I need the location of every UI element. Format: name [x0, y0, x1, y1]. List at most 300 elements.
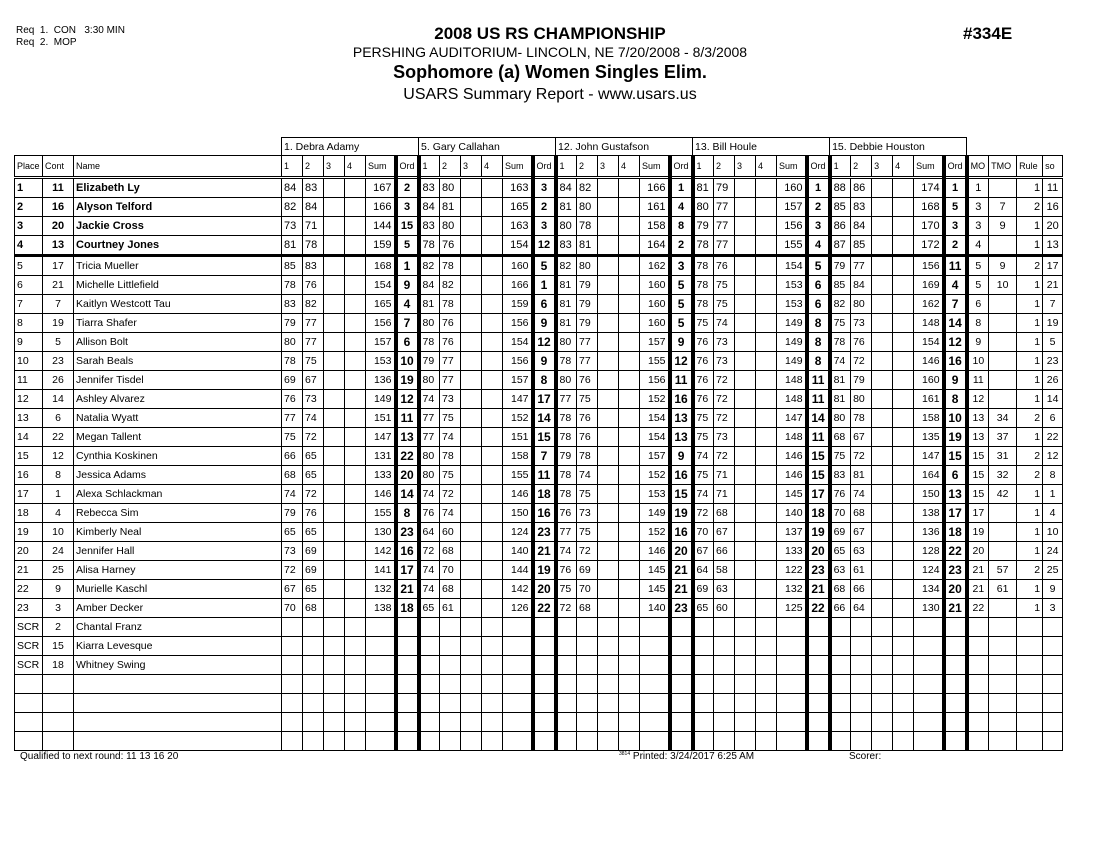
score-sum — [777, 618, 807, 637]
score-1: 74 — [693, 485, 714, 504]
ordinal: 6 — [807, 295, 830, 314]
score-1: 75 — [693, 466, 714, 485]
score-sum — [503, 618, 533, 637]
score-2: 79 — [577, 276, 598, 295]
ordinal — [533, 618, 556, 637]
mo-cell: 22 — [967, 599, 989, 618]
score-4 — [893, 675, 914, 694]
ordinal: 9 — [944, 371, 967, 390]
score-1: 79 — [693, 217, 714, 236]
header-judge-col: Ord — [944, 156, 967, 178]
mo-cell: 15 — [967, 466, 989, 485]
place-cell: 13 — [15, 409, 43, 428]
score-3 — [735, 333, 756, 352]
place-cell: 21 — [15, 561, 43, 580]
mo-cell — [967, 618, 989, 637]
rule-cell — [1017, 637, 1043, 656]
score-4 — [345, 542, 366, 561]
score-3 — [461, 618, 482, 637]
score-4 — [482, 580, 503, 599]
score-4 — [482, 390, 503, 409]
score-3 — [598, 352, 619, 371]
score-2: 73 — [577, 504, 598, 523]
score-3 — [324, 390, 345, 409]
cont-cell — [43, 675, 74, 694]
score-sum: 133 — [777, 542, 807, 561]
table-row — [15, 504, 1063, 523]
score-1: 70 — [830, 504, 851, 523]
score-1 — [556, 694, 577, 713]
score-3 — [461, 178, 482, 198]
score-sum: 154 — [640, 409, 670, 428]
ordinal: 20 — [944, 580, 967, 599]
score-3 — [598, 580, 619, 599]
ordinal: 19 — [807, 523, 830, 542]
score-3 — [324, 732, 345, 751]
cont-cell — [43, 694, 74, 713]
score-2: 68 — [714, 504, 735, 523]
score-sum: 160 — [777, 178, 807, 198]
score-2 — [577, 656, 598, 675]
score-sum: 163 — [503, 178, 533, 198]
score-2: 72 — [303, 485, 324, 504]
score-2: 72 — [577, 542, 598, 561]
score-2: 75 — [577, 523, 598, 542]
score-4 — [893, 333, 914, 352]
score-sum: 132 — [366, 580, 396, 599]
score-3 — [872, 428, 893, 447]
ordinal: 12 — [533, 236, 556, 256]
so-cell — [1043, 732, 1063, 751]
score-1: 80 — [419, 466, 440, 485]
score-sum — [366, 713, 396, 732]
score-2: 70 — [440, 561, 461, 580]
score-sum: 164 — [640, 236, 670, 256]
score-sum: 146 — [640, 542, 670, 561]
score-3 — [461, 561, 482, 580]
ordinal: 5 — [396, 236, 419, 256]
score-4 — [345, 371, 366, 390]
print-info — [619, 751, 754, 762]
score-2 — [303, 637, 324, 656]
score-4 — [619, 352, 640, 371]
score-sum: 152 — [640, 523, 670, 542]
score-3 — [324, 428, 345, 447]
score-sum: 138 — [366, 599, 396, 618]
score-2: 75 — [303, 352, 324, 371]
header-name: Name — [74, 156, 282, 178]
tmo-cell: 34 — [989, 409, 1017, 428]
cont-cell: 20 — [43, 217, 74, 236]
header-judge-col: 4 — [345, 156, 366, 178]
score-4 — [345, 390, 366, 409]
ordinal — [396, 618, 419, 637]
rule-cell: 1 — [1017, 428, 1043, 447]
ordinal: 11 — [807, 371, 830, 390]
rule-cell: 1 — [1017, 352, 1043, 371]
score-sum: 159 — [366, 236, 396, 256]
score-1: 84 — [282, 178, 303, 198]
score-sum — [777, 637, 807, 656]
ordinal: 14 — [944, 314, 967, 333]
report-subtitle: USARS Summary Report - www.usars.us — [403, 86, 697, 103]
score-2: 83 — [303, 178, 324, 198]
score-3 — [461, 428, 482, 447]
score-3 — [598, 618, 619, 637]
ordinal: 7 — [533, 447, 556, 466]
score-4 — [893, 694, 914, 713]
score-1: 65 — [830, 542, 851, 561]
score-2 — [851, 656, 872, 675]
cont-cell: 3 — [43, 599, 74, 618]
score-1: 74 — [830, 352, 851, 371]
place-cell: 17 — [15, 485, 43, 504]
score-3 — [872, 523, 893, 542]
score-4 — [345, 618, 366, 637]
score-2: 67 — [303, 371, 324, 390]
score-sum: 166 — [366, 198, 396, 217]
header-judge-col: 1 — [693, 156, 714, 178]
score-1 — [693, 656, 714, 675]
tmo-cell — [989, 295, 1017, 314]
score-2 — [440, 694, 461, 713]
score-2: 76 — [303, 504, 324, 523]
score-1: 76 — [693, 333, 714, 352]
header-judge-col: Sum — [503, 156, 533, 178]
score-3 — [324, 447, 345, 466]
score-4 — [482, 504, 503, 523]
score-1: 78 — [556, 428, 577, 447]
score-1: 78 — [282, 276, 303, 295]
score-2 — [851, 694, 872, 713]
score-1 — [693, 637, 714, 656]
judge-name: 15. Debbie Houston — [830, 138, 967, 156]
score-1 — [282, 675, 303, 694]
score-3 — [461, 352, 482, 371]
rule-cell: 1 — [1017, 217, 1043, 236]
score-3 — [324, 580, 345, 599]
score-4 — [893, 428, 914, 447]
score-3 — [735, 371, 756, 390]
score-4 — [345, 217, 366, 236]
score-3 — [461, 675, 482, 694]
score-1: 67 — [282, 580, 303, 599]
score-1: 78 — [693, 276, 714, 295]
score-1: 69 — [693, 580, 714, 599]
score-1: 78 — [556, 485, 577, 504]
ordinal: 22 — [944, 542, 967, 561]
score-4 — [893, 198, 914, 217]
score-sum: 130 — [366, 523, 396, 542]
score-4 — [756, 217, 777, 236]
score-3 — [324, 276, 345, 295]
score-4 — [756, 276, 777, 295]
score-1: 82 — [419, 256, 440, 276]
place-cell: 15 — [15, 447, 43, 466]
ordinal: 22 — [807, 599, 830, 618]
score-2: 72 — [303, 428, 324, 447]
place-cell: 18 — [15, 504, 43, 523]
score-3 — [324, 217, 345, 236]
score-4 — [345, 656, 366, 675]
place-cell: 1 — [15, 178, 43, 198]
ordinal: 3 — [807, 217, 830, 236]
score-2 — [577, 618, 598, 637]
ordinal: 22 — [396, 447, 419, 466]
score-4 — [619, 178, 640, 198]
so-cell: 6 — [1043, 409, 1063, 428]
score-1: 64 — [693, 561, 714, 580]
score-1: 76 — [556, 504, 577, 523]
score-1: 76 — [282, 390, 303, 409]
score-3 — [461, 276, 482, 295]
score-3 — [735, 314, 756, 333]
ordinal — [670, 656, 693, 675]
score-2: 70 — [577, 580, 598, 599]
cont-cell: 16 — [43, 198, 74, 217]
score-4 — [482, 217, 503, 236]
score-4 — [619, 675, 640, 694]
ordinal: 13 — [396, 428, 419, 447]
so-cell — [1043, 675, 1063, 694]
ordinal — [670, 732, 693, 751]
so-cell: 17 — [1043, 256, 1063, 276]
score-4 — [893, 485, 914, 504]
score-4 — [345, 561, 366, 580]
score-1: 78 — [419, 236, 440, 256]
score-2: 58 — [714, 561, 735, 580]
score-4 — [756, 236, 777, 256]
score-2 — [851, 618, 872, 637]
rule-cell: 1 — [1017, 485, 1043, 504]
ordinal: 3 — [396, 198, 419, 217]
score-3 — [598, 713, 619, 732]
score-4 — [756, 485, 777, 504]
score-3 — [324, 198, 345, 217]
score-4 — [893, 178, 914, 198]
score-3 — [461, 466, 482, 485]
rule-cell — [1017, 732, 1043, 751]
score-3 — [324, 295, 345, 314]
score-2: 84 — [303, 198, 324, 217]
score-4 — [345, 466, 366, 485]
score-sum: 140 — [640, 599, 670, 618]
score-sum: 148 — [777, 428, 807, 447]
score-2: 73 — [714, 352, 735, 371]
score-sum — [503, 713, 533, 732]
score-4 — [756, 428, 777, 447]
score-2: 75 — [714, 276, 735, 295]
event-name: Sophomore (a) Women Singles Elim. — [393, 62, 707, 82]
cont-cell: 8 — [43, 466, 74, 485]
competitor-name: Jennifer Tisdel — [74, 371, 282, 390]
score-1: 80 — [282, 333, 303, 352]
rule-cell: 2 — [1017, 256, 1043, 276]
ordinal: 10 — [396, 352, 419, 371]
cont-cell: 15 — [43, 637, 74, 656]
score-3 — [735, 409, 756, 428]
score-3 — [735, 561, 756, 580]
rule-cell: 1 — [1017, 276, 1043, 295]
score-3 — [324, 333, 345, 352]
ordinal: 23 — [670, 599, 693, 618]
score-1 — [830, 637, 851, 656]
score-sum — [366, 618, 396, 637]
score-3 — [461, 390, 482, 409]
score-3 — [598, 694, 619, 713]
score-4 — [482, 466, 503, 485]
score-2 — [303, 656, 324, 675]
score-1 — [556, 732, 577, 751]
score-sum: 158 — [640, 217, 670, 236]
score-1: 85 — [830, 276, 851, 295]
tmo-cell — [989, 656, 1017, 675]
mo-cell: 4 — [967, 236, 989, 256]
score-sum: 141 — [366, 561, 396, 580]
mo-cell: 10 — [967, 352, 989, 371]
mo-cell: 13 — [967, 409, 989, 428]
ordinal: 23 — [533, 523, 556, 542]
score-sum: 160 — [503, 256, 533, 276]
score-1: 77 — [419, 428, 440, 447]
score-2: 80 — [440, 178, 461, 198]
score-2: 75 — [714, 295, 735, 314]
rule-cell — [1017, 713, 1043, 732]
mo-cell: 15 — [967, 485, 989, 504]
ordinal — [807, 713, 830, 732]
score-sum: 145 — [640, 580, 670, 599]
score-2: 72 — [714, 409, 735, 428]
score-1 — [830, 656, 851, 675]
score-2: 77 — [577, 333, 598, 352]
score-sum: 168 — [366, 256, 396, 276]
header-judge-col: 3 — [872, 156, 893, 178]
score-4 — [345, 523, 366, 542]
ordinal: 23 — [807, 561, 830, 580]
score-2: 72 — [714, 390, 735, 409]
score-sum — [640, 713, 670, 732]
ordinal: 18 — [533, 485, 556, 504]
score-sum: 152 — [640, 466, 670, 485]
tmo-cell — [989, 542, 1017, 561]
score-2: 69 — [303, 542, 324, 561]
ordinal — [533, 656, 556, 675]
score-4 — [893, 390, 914, 409]
score-1: 78 — [693, 256, 714, 276]
score-3 — [872, 178, 893, 198]
competitor-name: Tricia Mueller — [74, 256, 282, 276]
tmo-cell: 7 — [989, 198, 1017, 217]
score-sum: 165 — [503, 198, 533, 217]
score-sum — [640, 675, 670, 694]
cont-cell: 1 — [43, 485, 74, 504]
score-4 — [482, 447, 503, 466]
score-3 — [872, 217, 893, 236]
tmo-cell: 32 — [989, 466, 1017, 485]
score-sum: 160 — [640, 295, 670, 314]
ordinal: 15 — [807, 447, 830, 466]
score-1: 87 — [830, 236, 851, 256]
ordinal: 9 — [533, 352, 556, 371]
score-1: 80 — [419, 447, 440, 466]
score-sum: 148 — [777, 371, 807, 390]
rule-cell — [1017, 618, 1043, 637]
score-sum: 154 — [366, 276, 396, 295]
score-1: 80 — [419, 371, 440, 390]
score-2: 73 — [303, 390, 324, 409]
score-4 — [482, 542, 503, 561]
score-3 — [598, 178, 619, 198]
score-4 — [756, 390, 777, 409]
rule-cell: 1 — [1017, 371, 1043, 390]
score-1 — [282, 732, 303, 751]
score-3 — [324, 599, 345, 618]
score-3 — [872, 656, 893, 675]
ordinal — [533, 637, 556, 656]
ordinal — [396, 656, 419, 675]
score-1 — [419, 618, 440, 637]
score-2: 72 — [440, 485, 461, 504]
mo-cell: 1 — [967, 178, 989, 198]
score-3 — [735, 580, 756, 599]
score-2: 63 — [851, 542, 872, 561]
ordinal — [807, 694, 830, 713]
score-3 — [461, 485, 482, 504]
score-2: 82 — [303, 295, 324, 314]
score-sum — [640, 618, 670, 637]
score-2: 81 — [577, 236, 598, 256]
score-sum: 155 — [503, 466, 533, 485]
score-3 — [872, 504, 893, 523]
score-sum — [914, 713, 944, 732]
score-2 — [440, 618, 461, 637]
score-2: 74 — [714, 314, 735, 333]
table-row — [15, 409, 1063, 428]
competitor-name: Sarah Beals — [74, 352, 282, 371]
score-4 — [893, 409, 914, 428]
place-cell: 3 — [15, 217, 43, 236]
score-1: 84 — [556, 178, 577, 198]
judge-name: 13. Bill Houle — [693, 138, 830, 156]
judge-header-row — [15, 138, 1063, 156]
score-2: 61 — [440, 599, 461, 618]
score-4 — [482, 333, 503, 352]
competitor-name: Courtney Jones — [74, 236, 282, 256]
tmo-cell — [989, 599, 1017, 618]
score-4 — [893, 217, 914, 236]
score-3 — [735, 256, 756, 276]
score-3 — [735, 599, 756, 618]
score-1: 74 — [419, 485, 440, 504]
table-row — [15, 694, 1063, 713]
score-sum: 145 — [640, 561, 670, 580]
score-1: 76 — [693, 352, 714, 371]
tmo-cell: 9 — [989, 217, 1017, 236]
competitor-name: Natalia Wyatt — [74, 409, 282, 428]
ordinal — [396, 713, 419, 732]
mo-cell — [967, 694, 989, 713]
score-3 — [324, 371, 345, 390]
score-2: 79 — [577, 314, 598, 333]
score-4 — [482, 561, 503, 580]
ordinal: 11 — [670, 371, 693, 390]
competitor-name: Murielle Kaschl — [74, 580, 282, 599]
score-3 — [461, 523, 482, 542]
score-2 — [440, 713, 461, 732]
score-sum — [640, 732, 670, 751]
score-sum — [366, 656, 396, 675]
score-1: 69 — [830, 523, 851, 542]
